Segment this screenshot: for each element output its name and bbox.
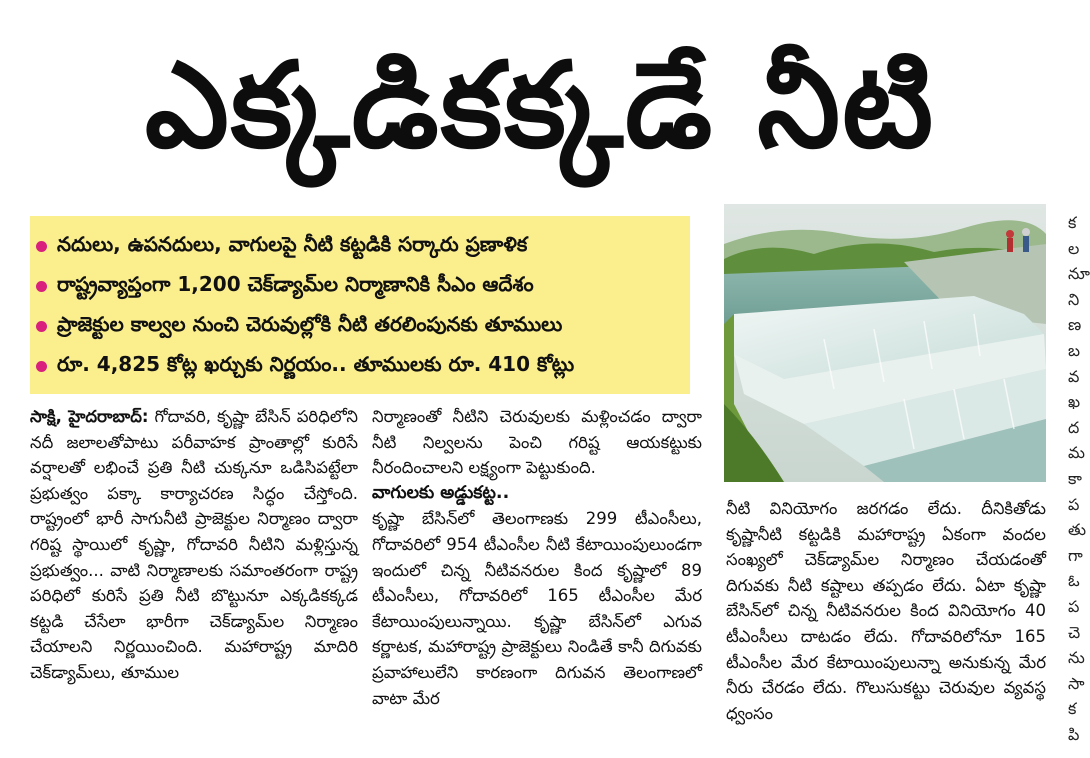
check-dam-photo xyxy=(724,204,1046,482)
headline: ఎక్కడికక్కడే నీటి xyxy=(144,36,936,174)
edge-fragment: ద xyxy=(1068,417,1080,437)
edge-fragment: తు xyxy=(1068,520,1086,540)
bullet-icon xyxy=(36,241,47,252)
edge-fragment: ణ xyxy=(1068,315,1082,335)
highlight-item xyxy=(36,266,682,306)
edge-fragment: క xyxy=(1068,213,1077,232)
check-dam-illustration xyxy=(724,204,1046,482)
highlight-item xyxy=(36,306,682,346)
edge-fragment: ని xyxy=(1068,289,1080,309)
edge-fragment: ల xyxy=(1068,238,1080,258)
edge-fragment: ఖ xyxy=(1068,392,1081,412)
highlight-item xyxy=(36,226,682,266)
edge-fragment: వ xyxy=(1068,366,1080,386)
bullet-icon xyxy=(36,321,47,332)
edge-fragment: ఓ xyxy=(1068,571,1080,591)
article-column-2 xyxy=(372,404,702,744)
edge-fragment: నూ xyxy=(1068,264,1090,284)
subheading: వాగులకు అడ్డుకట్ట.. xyxy=(372,482,510,503)
article-text: కృష్ణా బేసిన్‌లో తెలంగాణకు 299 టీఎంసీలు, గోదావరిలో 954 టీఎంసీల నీటి కేటాయింపులుండగా ఇందులో చిన్న నీటివనరుల కింద కృష్ణాలో 89 టీఎంసీలు, గోదావరిలో 165 టీఎంసీల మేర కేటాయింపులున్నాయి. కృష్ణా బేసిన్‌లో ఎగువ కర్ణాటక, మహారాష్ట్ర ప్రాజెక్టులు నిండితే కానీ దిగువకు ప్రవాహాలులేని కారణంగా దిగువన తెలంగాణలో వాటా మేర xyxy=(372,509,702,708)
edge-fragment: కా xyxy=(1068,468,1082,488)
edge-fragment: ను xyxy=(1068,648,1085,668)
edge-fragment: ప xyxy=(1068,596,1080,616)
highlight-text: నదులు, ఉపనదులు, వాగులపై నీటి కట్టడికి సర్కారు ప్రణాళిక xyxy=(57,231,528,256)
edge-fragment: పి xyxy=(1068,724,1080,744)
edge-fragment: క xyxy=(1068,699,1077,719)
highlight-text: రాష్ట్రవ్యాప్తంగా 1,200 చెక్‌డ్యామ్‌ల నిర్మాణానికి సీఎం ఆదేశం xyxy=(57,271,534,296)
article-text: నీటి వినియోగం జరగడం లేదు. దీనికితోడు కృష్ణానీటి కట్టడికి మహారాష్ట్ర ఏకంగా వందల సంఖ్యలో చెక్‌డ్యామ్‌ల నిర్మాణం చేయడంతో దిగువకు నీటి కష్టాలు తప్పడం లేదు. ఏటా కృష్ణా బేసిన్‌లో చిన్న నీటివనరుల కింద వినియోగం 40 టీఎంసీలు దాటడం లేదు. గోదావరిలోనూ 165 టీఎంసీల మేర కేటాయింపులున్నా అనుకున్న మేర నీరు చేరడం లేదు. గొలుసుకట్టు చెరువుల వ్యవస్థ ధ్వంసం xyxy=(726,499,1046,723)
edge-fragment: సా xyxy=(1068,673,1085,693)
edge-fragment: గా xyxy=(1068,545,1083,565)
bullet-icon xyxy=(36,361,47,372)
adjacent-column-edge xyxy=(1068,210,1090,750)
highlight-item xyxy=(36,346,682,386)
edge-fragment: ప xyxy=(1068,494,1080,514)
highlight-text: రూ. 4,825 కోట్ల ఖర్చుకు నిర్ణయం.. తూములకు రూ. 410 కోట్లు xyxy=(57,351,575,376)
highlights-box xyxy=(30,216,690,394)
dateline: సాక్షి, హైదరాబాద్: xyxy=(30,407,149,426)
highlight-text: ప్రాజెక్టుల కాల్వల నుంచి చెరువుల్లోకి నీటి తరలింపునకు తూములు xyxy=(57,311,563,336)
article-text: నిర్మాణంతో నీటిని చెరువులకు మళ్లించడం ద్వారా నీటి నిల్వలను పెంచి గరిష్ట ఆయకట్టుకు నీరందించాలని లక్ష్యంగా పెట్టుకుంది. xyxy=(372,407,702,478)
bullet-icon xyxy=(36,281,47,292)
edge-fragment: చె xyxy=(1068,622,1081,642)
edge-fragment: బ xyxy=(1068,340,1081,360)
article-text: గోదావరి, కృష్ణా బేసిన్ పరిధిలోని నదీ జలాలతోపాటు పరీవాహక ప్రాంతాల్లో కురిసే వర్షాలతో లభించే ప్రతి నీటి చుక్కనూ ఒడిసిపట్టేలా ప్రభుత్వం పక్కా కార్యాచరణ సిద్ధం చేస్తోంది. రాష్ట్రంలో భారీ సాగునీటి ప్రాజెక్టుల నిర్మాణం ద్వారా గరిష్ట స్థాయిలో కృష్ణా, గోదావరి నీటిని మళ్లిస్తున్న ప్రభుత్వం... వాటి నిర్మాణాలకు సమాంతరంగా రాష్ట్ర పరిధిలో కురిసే ప్రతి నీటి బొట్టునూ ఎక్కడికక్కడ కట్టడి చేసేలా భారీగా చెక్‌డ్యామ్‌ల నిర్మాణం చేయాలని నిర్ణయించింది. మహారాష్ట్ర మాదిరి చెక్‌డ్యామ్‌లు, తూముల xyxy=(30,407,359,682)
article-column-3 xyxy=(726,496,1046,746)
article-column-1 xyxy=(30,404,358,744)
edge-fragment: మ xyxy=(1068,443,1085,463)
